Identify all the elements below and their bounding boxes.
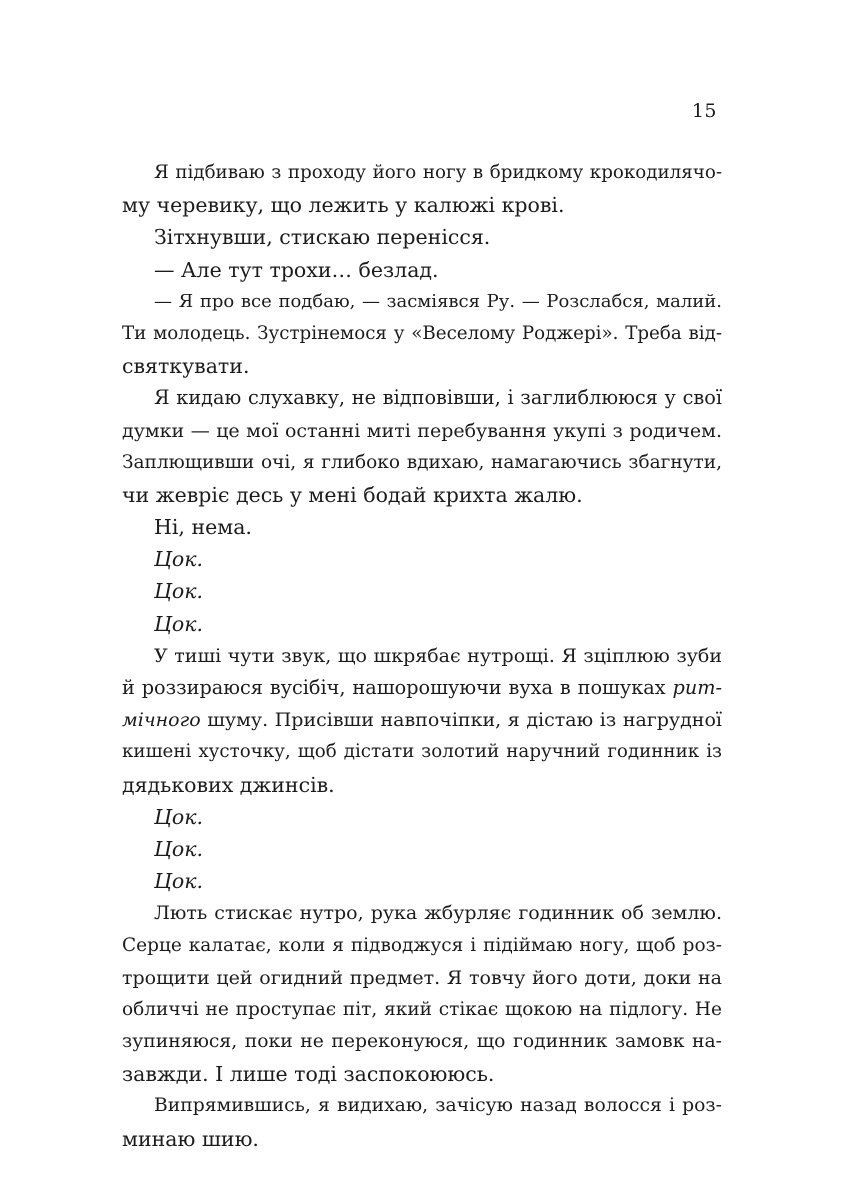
text-line: минаю шию. — [122, 1126, 259, 1151]
body-text — [122, 157, 722, 1155]
text-line: Випрямившись, я видихаю, зачісую назад волосся і роз- — [154, 1095, 722, 1117]
text-line: — Але тут трохи… безлад. — [154, 257, 439, 282]
text-line: Ні, нема. — [154, 515, 252, 540]
text-line: Заплющивши очі, я глибоко вдихаю, намагаючись збагнути, — [122, 451, 722, 473]
text-line: — Я про все подбаю, — засміявся Ру. — Розслабся, малий. — [154, 290, 722, 312]
text-line: Цок. — [154, 579, 203, 604]
text-line: му черевику, що лежить у калюжі крові. — [122, 193, 565, 218]
text-line — [122, 704, 722, 736]
text-line: чи жевріє десь у мені бодай крихта жалю. — [122, 482, 583, 507]
text-line: Цок. — [154, 804, 203, 829]
text-line: Ти молодець. Зустрінемося у «Веселому Роджері». Треба від- — [122, 322, 722, 344]
text-line — [122, 672, 722, 704]
text-line: Цок. — [154, 869, 203, 894]
text-line: Я підбиваю з проходу його ногу в бридкому крокодилячо- — [154, 162, 722, 183]
text-line: Лють стискає нутро, рука жбурляє годинник об землю. — [154, 902, 722, 925]
text-line: Я кидаю слухавку, не відповівши, і заглиблююся у свої — [154, 386, 722, 410]
text-line: кишені хусточку, щоб дістати золотий наручний годинник із — [122, 741, 722, 763]
text-segment: рит- — [672, 676, 722, 699]
text-line: зупиняюся, поки не переконуюся, що годинник замовк на- — [122, 1031, 722, 1053]
text-line: святкувати. — [122, 354, 250, 379]
text-line: Зітхнувши, стискаю перенісся. — [154, 225, 491, 250]
text-segment: й роззираюся вусібіч, нашорошуючи вуха в пошуках — [122, 676, 673, 699]
text-line: Цок. — [154, 611, 203, 636]
text-line: завжди. І лише тоді заспокоююсь. — [122, 1062, 495, 1087]
text-line: дядькових джинсів. — [122, 772, 335, 797]
text-line: Цок. — [154, 547, 203, 572]
text-line: думки — це мої останні миті перебування укупі з родичем. — [122, 419, 722, 442]
text-line: У тиші чути звук, що шкрябає нутрощі. Я зціплюю зуби — [154, 644, 722, 667]
text-segment: шуму. Присівши навпочіпки, я дістаю із нагрудної — [200, 709, 722, 732]
text-line: Цок. — [154, 836, 203, 861]
text-line: обличчі не проступає піт, який стікає щокою на підлогу. Не — [122, 998, 722, 1020]
text-segment: мічного — [122, 709, 201, 732]
page-number: 15 — [691, 100, 717, 122]
text-line: Серце калатає, коли я підводжуся і підіймаю ногу, щоб роз- — [122, 934, 722, 956]
text-line: трощити цей огидний предмет. Я товчу його доти, доки на — [122, 966, 722, 989]
